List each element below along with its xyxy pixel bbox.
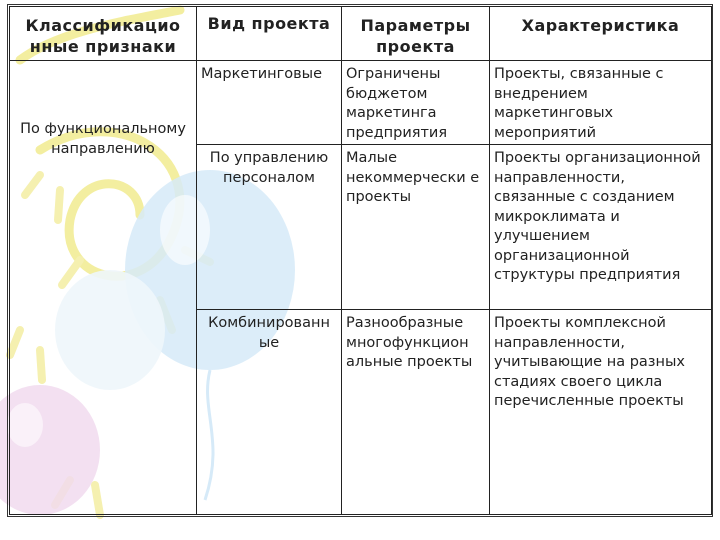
project-params-cell: Малые некоммерчески е проекты — [342, 145, 490, 310]
project-description-cell: Проекты комплексной направленности, учитывающие на разных стадиях своего цикла перечисленные проекты — [490, 310, 712, 515]
header-row — [10, 7, 712, 61]
project-params-cell: Ограничены бюджетом маркетинга предприятия — [342, 61, 490, 145]
table-row — [10, 61, 712, 145]
project-description-cell: Проекты организационной направленности, связанные с созданием микроклимата и улучшением организационной структуры предприятия — [490, 145, 712, 310]
header-project-type: Вид проекта — [197, 7, 342, 61]
project-type-cell: Комбинированн ые — [197, 310, 342, 515]
classification-table — [9, 6, 712, 515]
header-classification: Классификацио нные признаки — [10, 7, 197, 61]
header-characteristic: Характеристика — [490, 7, 712, 61]
project-type-cell: По управлению персоналом — [197, 145, 342, 310]
project-type-cell: Маркетинговые — [197, 61, 342, 145]
project-description-cell: Проекты, связанные с внедрением маркетинговых мероприятий — [490, 61, 712, 145]
header-project-parameters: Параметры проекта — [342, 7, 490, 61]
group-functional-direction: По функциональному направлению — [10, 61, 197, 515]
project-params-cell: Разнообразные многофункцион альные проекты — [342, 310, 490, 515]
